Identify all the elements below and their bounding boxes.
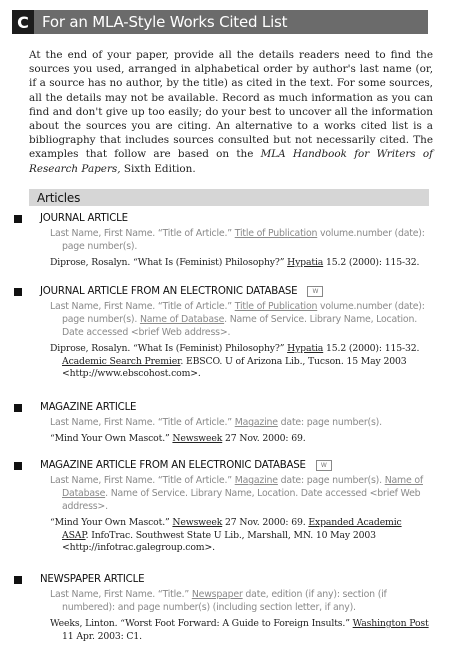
entry-heading bbox=[14, 460, 430, 471]
bullet-icon bbox=[14, 215, 22, 223]
format-underlined: Name of Database bbox=[139, 314, 225, 325]
example-underlined: Expanded Academic ASAP bbox=[62, 517, 402, 541]
section-title: For an MLA-Style Works Cited List bbox=[42, 13, 288, 31]
bullet-icon bbox=[14, 462, 22, 470]
example-underlined: Academic Search Premier bbox=[62, 355, 181, 367]
bullet-icon bbox=[14, 404, 22, 412]
format-part: Last Name, First Name. “Title of Article.” bbox=[50, 228, 235, 239]
example-part: . EBSCO. U of Arizona Lib., Tucson. 15 May 2003 <http://www.ebscohost.com>. bbox=[62, 355, 407, 379]
entry-heading-text: MAGAZINE ARTICLE FROM AN ELECTRONIC DATABASE bbox=[40, 460, 306, 471]
web-icon: W bbox=[316, 460, 332, 471]
articles-subheading-bar bbox=[29, 189, 429, 206]
example-part: Weeks, Linton. “Worst Foot Forward: A Guide to Foreign Insults.” bbox=[50, 618, 353, 629]
format-part: date, edition (if any): section (if numbered): and page number(s) (including section letter, if any). bbox=[62, 589, 387, 613]
format-part: . Name of Service. Library Name, Location. Date accessed <brief Web address>. bbox=[62, 314, 417, 338]
example-part: . InfoTrac. Southwest State U Lib., Marshall, MN. 10 May 2003 <http://infotrac.galegroup.com>. bbox=[62, 529, 376, 553]
entry-magazine-article bbox=[14, 402, 430, 446]
format-underlined: Magazine bbox=[234, 475, 278, 486]
example-citation bbox=[50, 433, 430, 446]
example-underlined: Washington Post bbox=[352, 618, 429, 629]
format-underlined: Magazine bbox=[234, 417, 278, 428]
intro-book-title: MLA Handbook for Writers of Research Papers, bbox=[29, 148, 433, 175]
web-icon: W bbox=[307, 286, 323, 297]
example-part: Diprose, Rosalyn. “What Is (Feminist) Philosophy?” bbox=[50, 343, 288, 354]
format-part: . Name of Service. Library Name, Location. Date accessed <brief Web address>. bbox=[62, 488, 421, 512]
example-part: Diprose, Rosalyn. “What Is (Feminist) Philosophy?” bbox=[50, 257, 288, 268]
format-part: Last Name, First Name. “Title of Article.” bbox=[50, 301, 235, 312]
format-underlined: Name of Database bbox=[62, 475, 423, 499]
example-part: “Mind Your Own Mascot.” bbox=[50, 433, 173, 444]
format-underlined: Title of Publication bbox=[234, 228, 318, 239]
example-citation bbox=[50, 517, 430, 555]
entry-magazine-article-database bbox=[14, 460, 430, 555]
entry-newspaper-article bbox=[14, 574, 430, 643]
format-part: Last Name, First Name. “Title of Article.” bbox=[50, 475, 235, 486]
format-template bbox=[50, 588, 430, 614]
format-template bbox=[50, 416, 430, 429]
intro-text: At the end of your paper, provide all the details readers need to find the sources you used, arranged in alphabetical order by author's last name (or, if a source has no author, by the title) as cited in the text. For some sources, all the details may not be available. Record as much information as you can find and don't give up too easily; do your best to uncover all the information about the sources you are citing. An alternative to a works cited list is a bibliography that includes sources consulted but not necessarily cited. The examples that follow are based on the bbox=[29, 49, 433, 161]
example-part: “Mind Your Own Mascot.” bbox=[50, 517, 173, 528]
example-underlined: Hypatia bbox=[287, 343, 324, 354]
articles-subheading: Articles bbox=[37, 190, 81, 205]
entry-heading-text: NEWSPAPER ARTICLE bbox=[40, 574, 145, 585]
entry-heading bbox=[14, 402, 430, 413]
example-citation bbox=[50, 343, 430, 381]
bullet-icon bbox=[14, 288, 22, 296]
format-part: date: page number(s). bbox=[277, 475, 385, 486]
format-underlined: Newspaper bbox=[191, 589, 243, 600]
format-part: volume.number (date): page number(s). bbox=[62, 301, 425, 325]
format-template bbox=[50, 227, 430, 253]
intro-end: Sixth Edition. bbox=[120, 162, 196, 175]
format-part: date: page number(s). bbox=[277, 417, 382, 428]
entry-journal-article bbox=[14, 213, 430, 270]
example-part: 15.2 (2000): 115-32. bbox=[323, 343, 420, 354]
section-header bbox=[12, 10, 428, 34]
entry-journal-article-database bbox=[14, 286, 430, 381]
entry-heading bbox=[14, 286, 430, 297]
entry-heading bbox=[14, 574, 430, 585]
example-underlined: Hypatia bbox=[287, 257, 324, 268]
example-citation bbox=[50, 618, 430, 643]
example-part: 15.2 (2000): 115-32. bbox=[323, 257, 420, 268]
entry-heading-text: JOURNAL ARTICLE bbox=[40, 213, 128, 224]
section-letter: C bbox=[12, 10, 34, 34]
example-part: 11 Apr. 2003: C1. bbox=[62, 630, 142, 642]
example-underlined: Newsweek bbox=[172, 433, 223, 444]
example-citation bbox=[50, 257, 430, 270]
example-part: 27 Nov. 2000: 69. bbox=[222, 517, 309, 528]
example-underlined: Newsweek bbox=[172, 517, 223, 528]
bullet-icon bbox=[14, 576, 22, 584]
format-underlined: Title of Publication bbox=[234, 301, 318, 312]
format-part: Last Name, First Name. “Title of Article.” bbox=[50, 417, 235, 428]
entry-heading-text: MAGAZINE ARTICLE bbox=[40, 402, 137, 413]
format-part: Last Name, First Name. “Title.” bbox=[50, 589, 192, 600]
entry-heading bbox=[14, 213, 430, 224]
format-template bbox=[50, 300, 430, 339]
intro-paragraph bbox=[29, 48, 433, 176]
example-part: 27 Nov. 2000: 69. bbox=[222, 433, 306, 444]
format-part: volume.number (date): page number(s). bbox=[62, 228, 425, 252]
format-template bbox=[50, 474, 430, 513]
entry-heading-text: JOURNAL ARTICLE FROM AN ELECTRONIC DATABASE bbox=[40, 286, 298, 297]
